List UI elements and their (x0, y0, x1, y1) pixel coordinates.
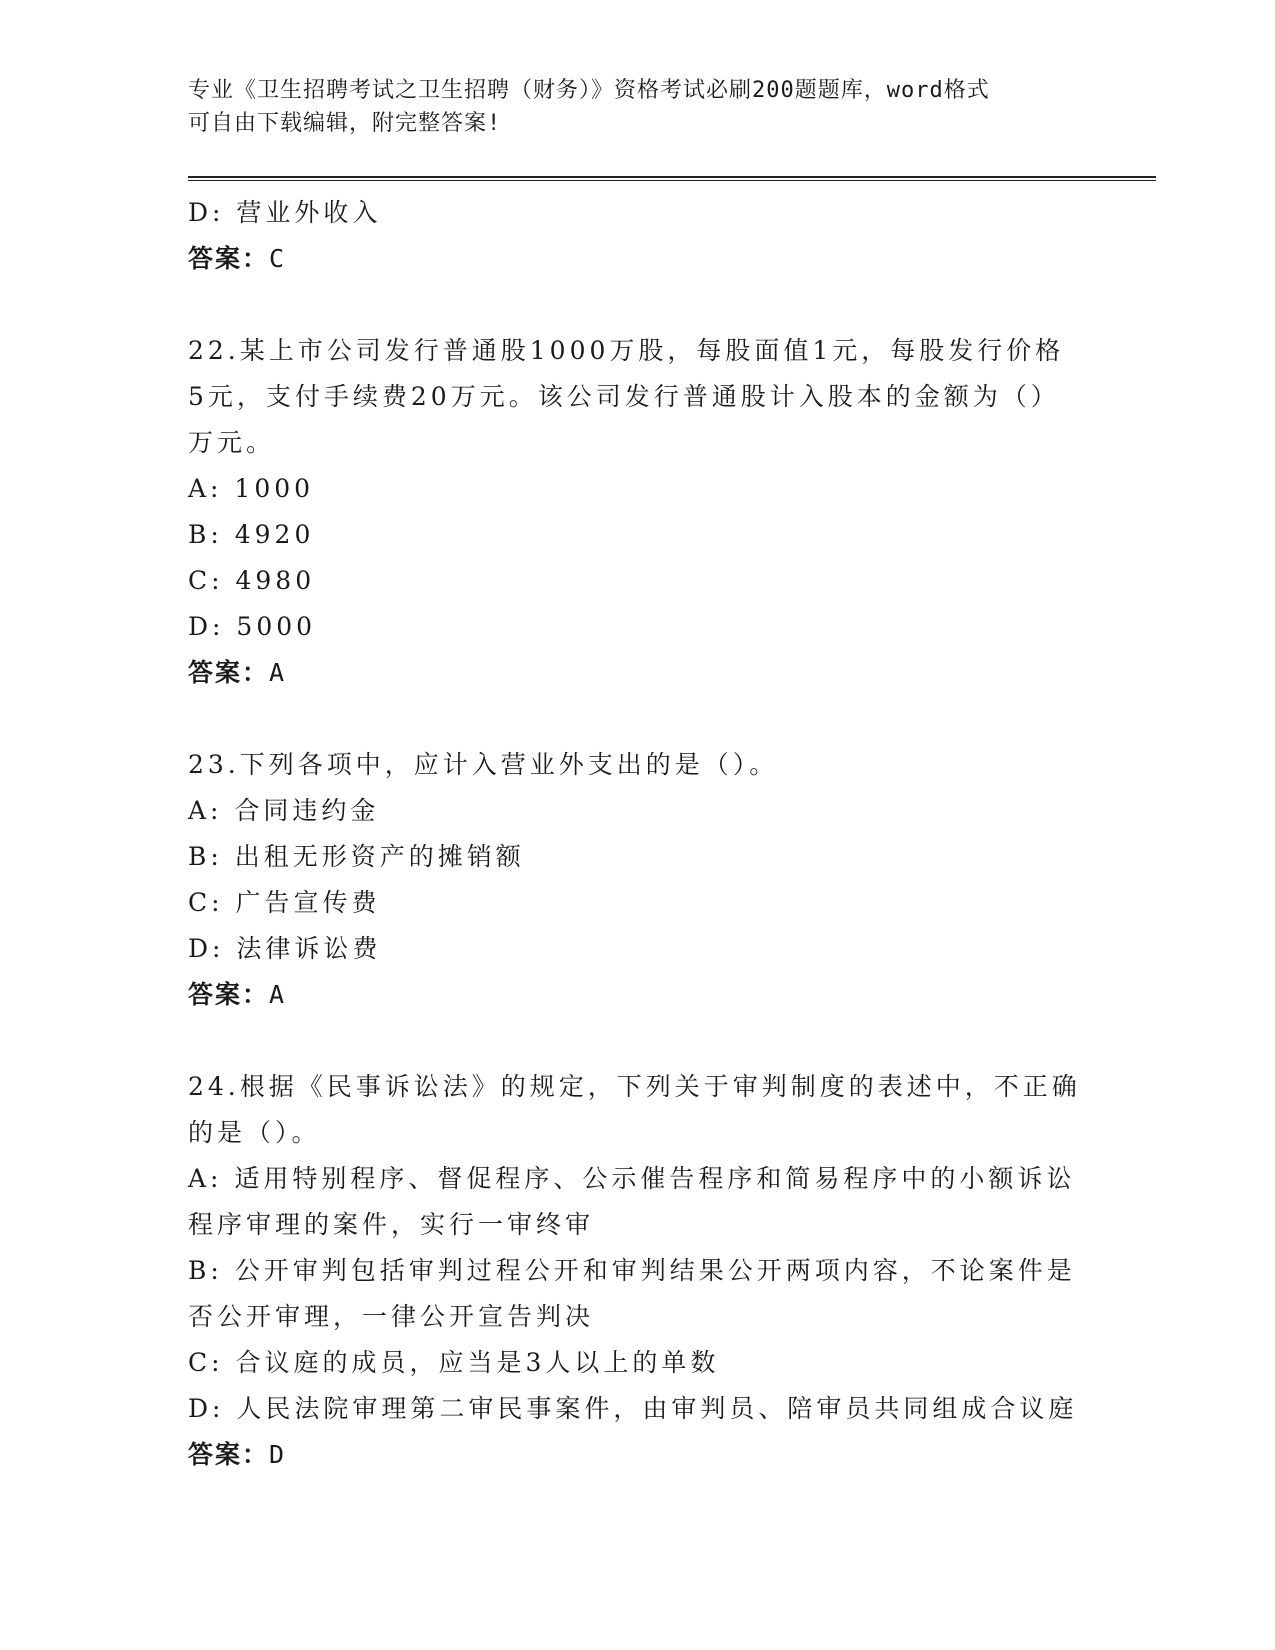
header-line-2: 可自由下载编辑，附完整答案! (188, 111, 502, 136)
answer-value: A (269, 980, 287, 1009)
q22-option-a: A: 1000 (188, 474, 315, 503)
q24-stem-line-1: 24.根据《民事诉讼法》的规定，下列关于审判制度的表述中，不正确 (188, 1072, 1081, 1101)
q24-option-c: C: 合议庭的成员，应当是3人以上的单数 (188, 1348, 720, 1377)
header-divider (188, 176, 1156, 181)
spacer (188, 696, 1078, 742)
q24-stem-line-2: 的是（）。 (188, 1118, 321, 1147)
q22-stem-line-1: 22.某上市公司发行普通股1000万股，每股面值1元，每股发行价格 (188, 336, 1065, 365)
q23-option-a: A: 合同违约金 (188, 796, 380, 825)
q24-option-d: D: 人民法院审理第二审民事案件，由审判员、陪审员共同组成合议庭 (188, 1394, 1078, 1423)
q22-stem-line-2: 5元，支付手续费20万元。该公司发行普通股计入股本的金额为（） (188, 382, 1060, 411)
q24-option-b-line-2: 否公开审理，一律公开宣告判决 (188, 1302, 595, 1331)
q23-answer (188, 972, 1078, 1018)
q21-option-d: D: 营业外收入 (188, 198, 382, 227)
answer-label: 答案： (188, 244, 270, 273)
q22-stem-line-3: 万元。 (188, 428, 276, 457)
q23-option-c: C: 广告宣传费 (188, 888, 381, 917)
q22-option-d: D: 5000 (188, 612, 317, 641)
q24-option-a-line-1: A: 适用特别程序、督促程序、公示催告程序和简易程序中的小额诉讼 (188, 1164, 1076, 1193)
answer-value: D (269, 1440, 287, 1469)
q22-option-c: C: 4980 (188, 566, 316, 595)
q24-answer (188, 1432, 1078, 1478)
answer-label: 答案： (188, 980, 270, 1009)
q21-answer (188, 236, 1078, 282)
header-line-1: 专业《卫生招聘考试之卫生招聘（财务）》资格考试必刷200题题库，word格式 (188, 78, 990, 103)
answer-value: A (269, 658, 287, 687)
spacer (188, 1018, 1078, 1064)
question-list (188, 190, 1081, 1478)
q23-option-d: D: 法律诉讼费 (188, 934, 382, 963)
q23-option-b: B: 出租无形资产的摊销额 (188, 842, 525, 871)
q23-stem-line-1: 23.下列各项中，应计入营业外支出的是（）。 (188, 750, 779, 779)
q24-option-a-line-2: 程序审理的案件，实行一审终审 (188, 1210, 595, 1239)
answer-label: 答案： (188, 658, 270, 687)
answer-value: C (269, 244, 287, 273)
document-header (188, 74, 1068, 140)
q22-option-b: B: 4920 (188, 520, 315, 549)
q24-option-b-line-1: B: 公开审判包括审判过程公开和审判结果公开两项内容，不论案件是 (188, 1256, 1076, 1285)
spacer (188, 282, 1078, 328)
q22-answer (188, 650, 1078, 696)
answer-label: 答案： (188, 1440, 270, 1469)
